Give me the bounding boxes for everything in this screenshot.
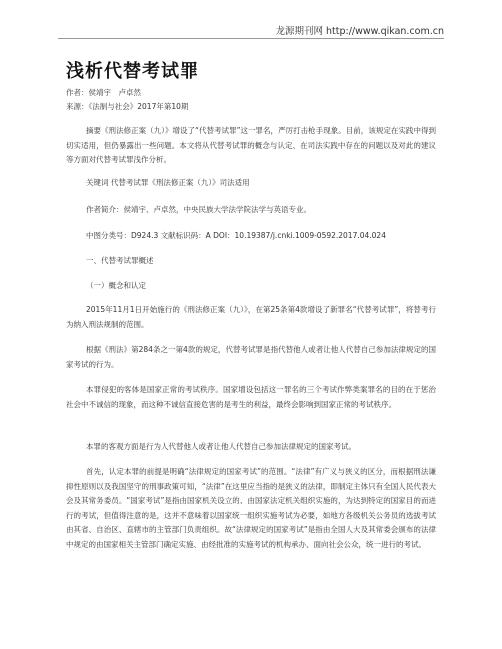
paragraph: 根据《刑法》第284条之一第4款的规定，代替考试罪是指代替他人或者让他人代替自己参加法律规定的国家考试的行为。 (66, 345, 436, 369)
abstract: 摘要《刑法修正案（九）》增设了“代替考试罪”这一罪名，严厉打击枪手现象。目前，该规定在实践中得到切实适用，但仍暴露出一些问题。本文将从代替考试罪的概念与认定、在司法实践中存在的问题以及对此的建议等方面对代替考试罪浅作分析。 (66, 126, 436, 164)
paragraph: 本罪侵犯的客体是国家正常的考试秩序。国家增设包括这一罪名的三个考试作弊类案罪名的目的在于惩治社会中不诚信的现象，而这种不诚信直接危害的是考生的利益，最终会影响到国家正常的考试秩序。 (66, 385, 436, 409)
section-heading: 一、代替考试罪概述 (86, 256, 154, 265)
article-source: 来源：《法制与社会》2017年第10期 (66, 102, 189, 111)
subsection-heading: （一）概念和认定 (86, 281, 146, 290)
site-header: 龙源期刊网 http://www.qikan.com.cn (275, 26, 444, 37)
author-bio: 作者简介：侯靖宇、卢卓然，中央民族大学法学院法学与英语专业。 (86, 205, 311, 214)
paragraph: 首先，认定本罪的前提是明确“法律规定的国家考试”的范围。“法律”有广义与狭义的区分，而根据刑法谦抑性原则以及我国坚守的刑事政策可知，“法律”在这里应当指的是狭义的法律，即制定主体只有全国人民代表大会及其常务委员。“国家考试”是指由国家机关设立的、由国家法定机关组织实施的，为达到特定的国家目的而进行的考试，但值得注意的是，这并不意味着以国家统一组织实施考试为必要，如地方各级机关公务员的选拔考试由其省、自治区、直辖市的主管部门负责组织。故“法律规定的国家考试”是指由全国人大及其常委会颁布的法律中规定的由国家相关主管部门确定实施、由经批准的实施考试的机构承办、面向社会公众，统一进行的考试。 (66, 467, 436, 549)
keywords: 关键词 代替考试罪《刑法修正案（九）》司法适用 (86, 178, 250, 187)
header-divider (58, 38, 444, 39)
paragraph: 2015年11月1日开始施行的《刑法修正案（九）》，在第25条第4款增设了新罪名“代替考试罪”，将替考行为纳入刑法规制的范围。 (66, 305, 436, 329)
article-title: 浅析代替考试罪 (66, 61, 199, 82)
paragraph: 本罪的客观方面是行为人代替他人或者让他人代替自己参加法律规定的国家考试。 (86, 442, 356, 451)
classification-line: 中图分类号：D924.3 文献标识码：A DOI：10.19387/j.cnki.1009-0592.2017.04.024 (86, 231, 386, 240)
article-authors: 作者：侯靖宇 卢卓然 (66, 88, 141, 97)
